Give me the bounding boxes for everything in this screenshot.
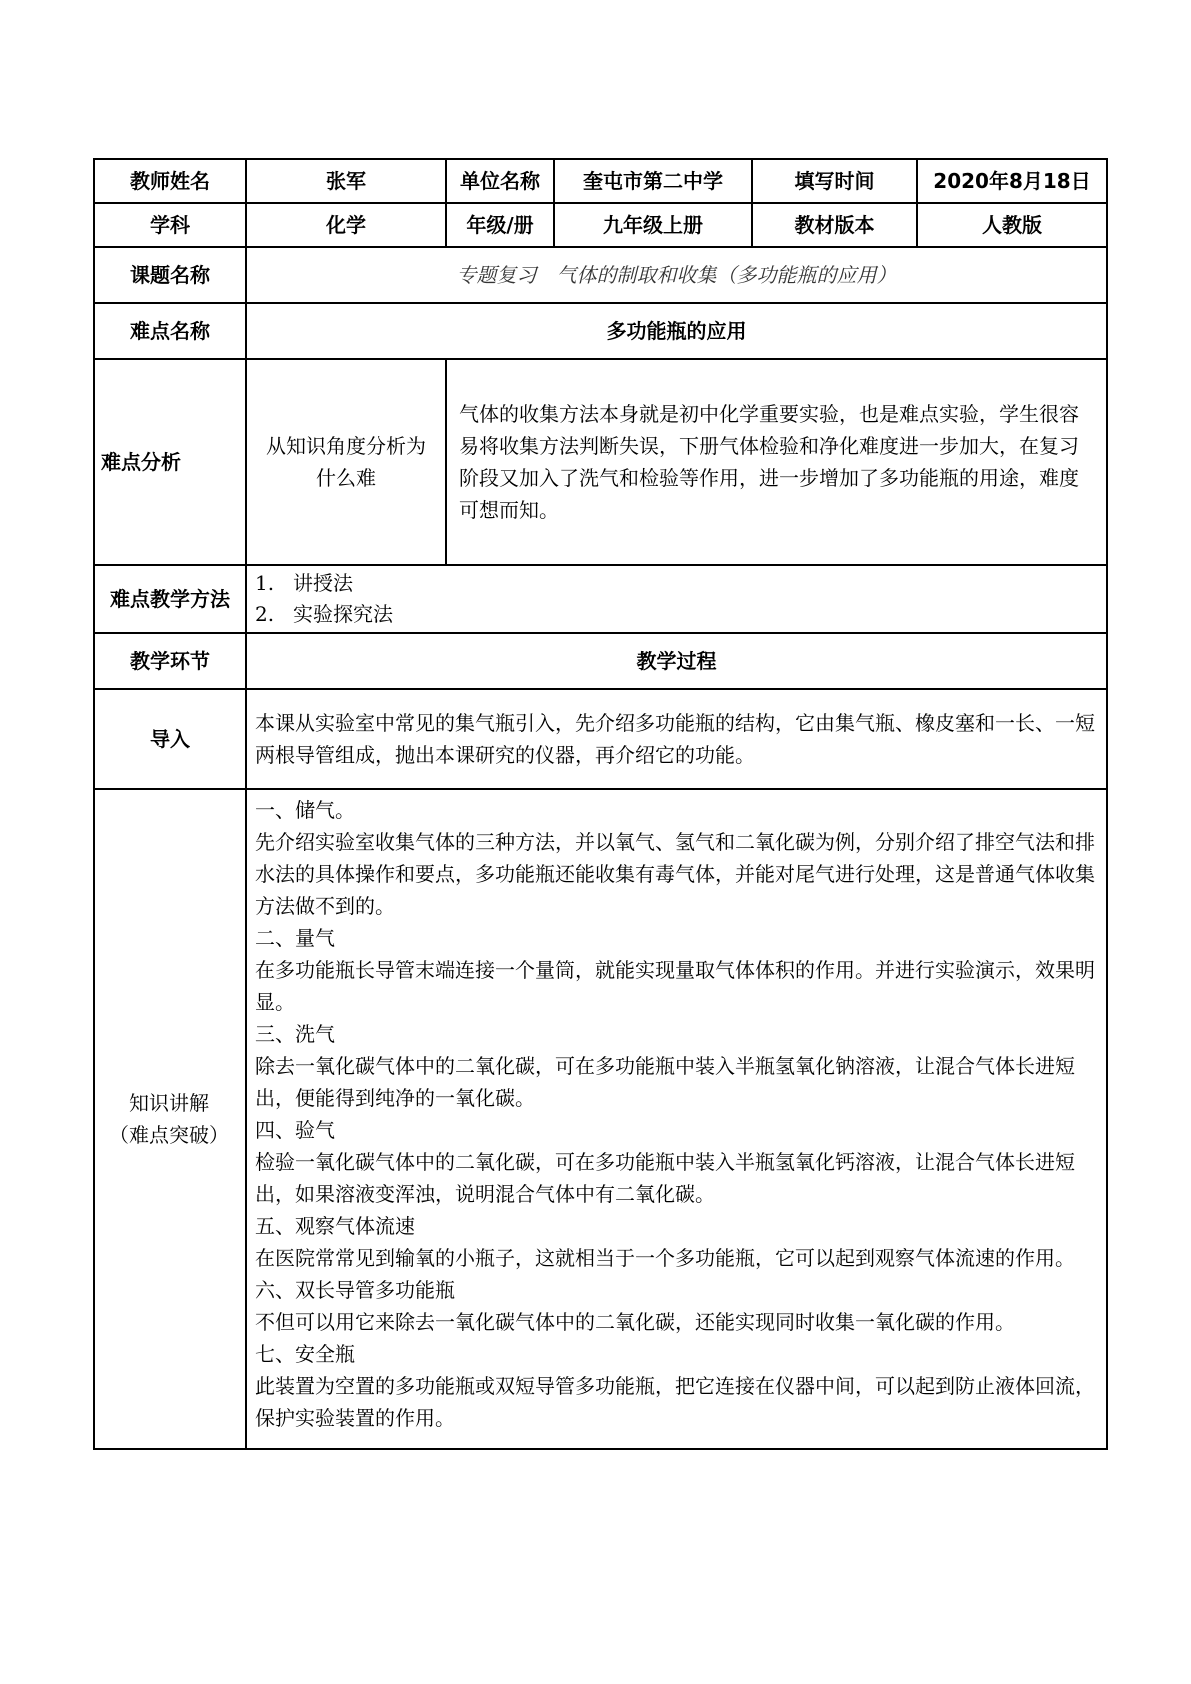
method-item-2: 2. 实验探究法 [255,602,393,626]
subject-value: 化学 [246,203,446,247]
knowledge-content [246,789,1107,1449]
topic-label: 课题名称 [94,247,246,303]
methods-row [94,565,1107,633]
section-body: 不但可以用它来除去一氧化碳气体中的二氧化碳，还能实现同时收集一氧化碳的作用。 [255,1310,1015,1334]
teacher-name-label: 教师姓名 [94,159,246,203]
intro-text: 本课从实验室中常见的集气瓶引入，先介绍多功能瓶的结构，它由集气瓶、橡皮塞和一长、一短两根导管组成，抛出本课研究的仪器，再介绍它的功能。 [246,689,1107,789]
topic-part-1: 专题复习 [456,263,537,287]
section-3 [255,1018,1098,1114]
section-7 [255,1338,1098,1434]
section-body: 检验一氧化碳气体中的二氧化碳，可在多功能瓶中装入半瓶氢氧化钙溶液，让混合气体长进短出，如果溶液变浑浊，说明混合气体中有二氧化碳。 [255,1150,1075,1206]
topic-row [94,247,1107,303]
grade-value: 九年级上册 [554,203,752,247]
section-body: 先介绍实验室收集气体的三种方法，并以氧气、氢气和二氧化碳为例，分别介绍了排空气法和排水法的具体操作和要点，多功能瓶还能收集有毒气体，并能对尾气进行处理，这是普通气体收集方法做不到的。 [255,830,1095,918]
method-item-1: 1. 讲授法 [255,571,353,595]
process-step-label: 教学环节 [94,633,246,689]
section-5 [255,1210,1098,1274]
fill-time-value: 2020年8月18日 [917,159,1107,203]
subject-label: 学科 [94,203,246,247]
knowledge-label [94,789,246,1449]
edition-label: 教材版本 [752,203,917,247]
section-heading: 一、储气。 [255,798,355,822]
unit-name-label: 单位名称 [446,159,554,203]
methods-label: 难点教学方法 [94,565,246,633]
section-body: 除去一氧化碳气体中的二氧化碳，可在多功能瓶中装入半瓶氢氧化钠溶液，让混合气体长进短出，便能得到纯净的一氧化碳。 [255,1054,1075,1110]
section-4 [255,1114,1098,1210]
intro-label: 导入 [94,689,246,789]
section-body: 在多功能瓶长导管末端连接一个量筒，就能实现量取气体体积的作用。并进行实验演示，效果明显。 [255,958,1095,1014]
knowledge-row [94,789,1107,1449]
knowledge-label-line-1: 知识讲解 [129,1091,209,1115]
section-6 [255,1274,1098,1338]
section-heading: 六、双长导管多功能瓶 [255,1278,455,1302]
difficulty-row [94,303,1107,359]
lesson-plan-table [93,158,1108,1450]
section-heading: 四、验气 [255,1118,335,1142]
analysis-label: 难点分析 [94,359,246,565]
difficulty-value: 多功能瓶的应用 [246,303,1107,359]
process-header-row [94,633,1107,689]
header-row-1 [94,159,1107,203]
teacher-name-value: 张军 [246,159,446,203]
difficulty-label: 难点名称 [94,303,246,359]
intro-row [94,689,1107,789]
analysis-row [94,359,1107,565]
section-2 [255,922,1098,1018]
section-body: 在医院常常见到输氧的小瓶子，这就相当于一个多功能瓶，它可以起到观察气体流速的作用。 [255,1246,1075,1270]
section-body: 此装置为空置的多功能瓶或双短导管多功能瓶，把它连接在仪器中间，可以起到防止液体回流，保护实验装置的作用。 [255,1374,1095,1430]
edition-value: 人教版 [917,203,1107,247]
section-heading: 三、洗气 [255,1022,335,1046]
section-heading: 七、安全瓶 [255,1342,355,1366]
knowledge-label-line-2: （难点突破） [109,1123,229,1147]
analysis-text: 气体的收集方法本身就是初中化学重要实验，也是难点实验，学生很容易将收集方法判断失误，下册气体检验和净化难度进一步加大，在复习阶段又加入了洗气和检验等作用，进一步增加了多功能瓶的用途，难度可想而知。 [446,359,1107,565]
analysis-sub-label: 从知识角度分析为什么难 [246,359,446,565]
section-heading: 五、观察气体流速 [255,1214,415,1238]
grade-label: 年级/册 [446,203,554,247]
section-heading: 二、量气 [255,926,335,950]
fill-time-label: 填写时间 [752,159,917,203]
methods-list [246,565,1107,633]
header-row-2 [94,203,1107,247]
unit-name-value: 奎屯市第二中学 [554,159,752,203]
process-header-value: 教学过程 [246,633,1107,689]
section-1 [255,794,1098,922]
topic-part-2: 气体的制取和收集（多功能瓶的应用） [556,263,897,287]
topic-value [246,247,1107,303]
